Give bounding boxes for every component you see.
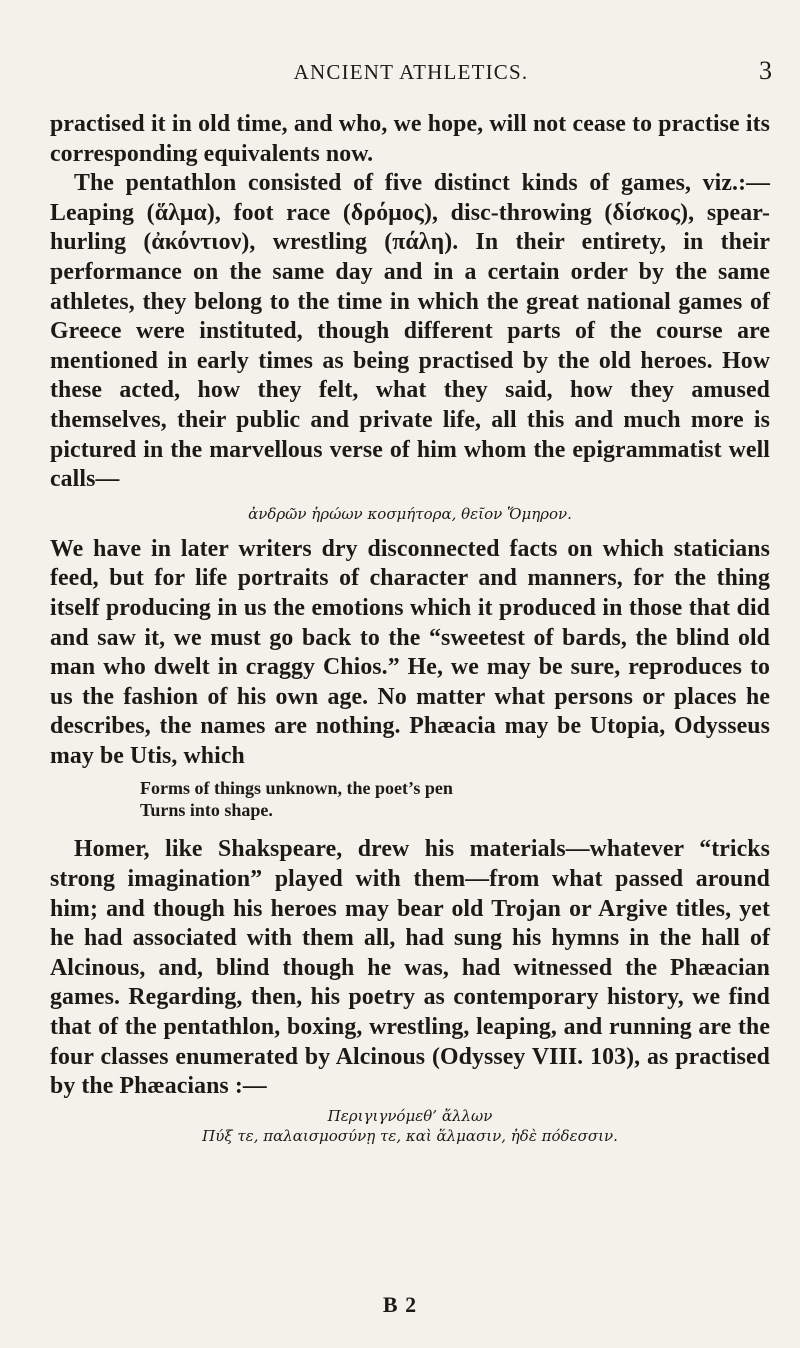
greek-line-2: Πύξ τε, παλαισμοσύνῃ τε, καὶ ἅλμασιν, ἠδὲ πόδεσσιν. xyxy=(202,1126,618,1145)
verse-line-1: Forms of things unknown, the poet’s pen xyxy=(140,778,453,799)
verse-line-2: Turns into shape. xyxy=(140,800,273,821)
page-body xyxy=(50,110,770,1146)
greek-epigram: ἀνδρῶν ἡρώων κοσμήτορα, θεῖον Ὅμηρον. xyxy=(248,504,572,523)
verse-quote xyxy=(50,777,770,821)
paragraph-2: The pentathlon consisted of five distinct kinds of games, viz.:—Leaping (ἅλμα), foot race (δρόμος), disc-throwing (δίσκος), spear-hurling (ἀκόντιον), wrestling (πάλη). In their entirety, in their performance on the same day and in a certain order by the same athletes, they belong to the time in which the great national games of Greece were instituted, though different parts of the course are mentioned in early times as being practised by the old heroes. How these acted, how they felt, what they said, how they amused themselves, their public and private life, all this and much more is pictured in the marvellous verse of him whom the epigrammatist well calls— xyxy=(50,170,770,493)
page-number: 3 xyxy=(759,56,772,85)
paragraph-1: practised it in old time, and who, we hope, will not cease to practise its corresponding equivalents now. xyxy=(50,111,770,167)
running-head xyxy=(50,56,772,88)
paragraph-3: We have in later writers dry disconnected facts on which staticians feed, but for life portraits of character and manners, for the thing itself producing in us the emotions which it produced in those that did and saw it, we must go back to the “sweetest of bards, the blind old man who dwelt in craggy Chios.” He, we may be sure, reproduces to us the fashion of his own age. No matter what persons or places he describes, the names are nothing. Phæacia may be Utopia, Odysseus may be Utis, which xyxy=(50,535,770,769)
paragraph-4: Homer, like Shakspeare, drew his materials—whatever “tricks strong imagination” played with them—from what passed around him; and though his heroes may bear old Trojan or Argive titles, yet he had associated with them all, had sung his hymns in the hall of Alcinous, and, blind though he was, had witnessed the Phæacian games. Regarding, then, his poetry as contemporary history, we find that of the pentathlon, boxing, wrestling, leaping, and running are the four classes enumerated by Alcinous (Odyssey VIII. 103), as practised by the Phæacians :— xyxy=(50,836,770,1100)
greek-line-1: Περιγιγνόμεθ’ ἄλλων xyxy=(327,1106,493,1125)
signature-mark: B 2 xyxy=(382,1292,418,1317)
running-title: ANCIENT ATHLETICS. xyxy=(293,60,529,84)
greek-quotation xyxy=(50,1106,770,1146)
